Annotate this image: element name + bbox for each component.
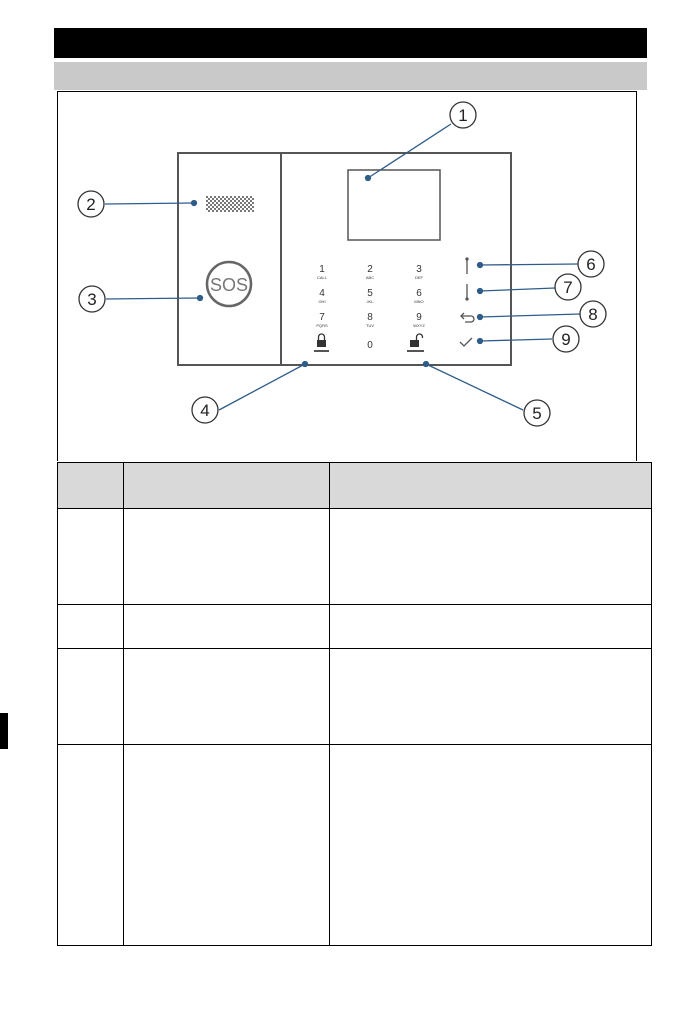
key-letters: MNO xyxy=(414,299,424,304)
key-digit: 5 xyxy=(367,288,373,299)
device-figure xyxy=(57,91,637,461)
leader-dot-4 xyxy=(303,362,308,367)
leader-dot-9 xyxy=(478,339,483,344)
callout-number: 5 xyxy=(532,404,542,423)
table-cell xyxy=(58,745,124,946)
leader-dot-8 xyxy=(478,315,483,320)
table-cell xyxy=(58,509,124,605)
callout-number: 1 xyxy=(458,106,468,125)
sos-label: SOS xyxy=(209,275,249,295)
key-letters: PQRS xyxy=(316,323,328,328)
key-digit: 4 xyxy=(319,288,325,299)
key-digit: 2 xyxy=(367,264,373,275)
leader-dot-7 xyxy=(478,289,483,294)
callout-number: 4 xyxy=(200,401,210,420)
leader-dot-2 xyxy=(192,201,197,206)
header-cell-description xyxy=(330,463,652,509)
leader-dot-5 xyxy=(424,362,429,367)
table-header-row xyxy=(58,463,652,509)
panel-outline xyxy=(178,153,511,365)
key-letters: DEF xyxy=(415,275,423,280)
leader-line-5 xyxy=(426,364,523,410)
table-cell xyxy=(124,605,330,649)
table-cell xyxy=(330,605,652,649)
key-digit: 9 xyxy=(416,312,422,323)
header-cell-number xyxy=(58,463,124,509)
table-row xyxy=(58,745,652,946)
leader-line-4 xyxy=(219,364,305,410)
table-cell xyxy=(124,745,330,946)
table-cell xyxy=(330,745,652,946)
leader-dot-1 xyxy=(366,176,371,181)
callout-number: 8 xyxy=(588,305,598,324)
page-side-tab xyxy=(0,713,8,749)
table-row xyxy=(58,509,652,605)
table-row xyxy=(58,649,652,745)
section-gray-bar xyxy=(54,62,647,90)
table-cell xyxy=(330,649,652,745)
table-cell xyxy=(58,605,124,649)
key-letters: ABC xyxy=(365,275,375,280)
description-table xyxy=(57,462,652,946)
key-letters: JKL xyxy=(366,299,374,304)
device-diagram xyxy=(58,92,638,462)
header-cell-name xyxy=(124,463,330,509)
callout-number: 7 xyxy=(563,278,573,297)
key-digit: 0 xyxy=(367,340,373,351)
callout-number: 9 xyxy=(561,330,571,349)
key-digit: 1 xyxy=(319,264,325,275)
table-cell xyxy=(124,509,330,605)
table-row xyxy=(58,605,652,649)
speaker-grille xyxy=(206,196,254,212)
table-cell xyxy=(124,649,330,745)
key-letters: WXYZ xyxy=(413,323,425,328)
header-black-bar xyxy=(54,28,647,58)
callout-number: 3 xyxy=(87,290,97,309)
table-cell xyxy=(58,649,124,745)
key-digit: 7 xyxy=(319,312,325,323)
callout-number: 6 xyxy=(586,255,596,274)
key-digit: 3 xyxy=(416,264,422,275)
key-letters: TUV xyxy=(366,323,374,328)
key-digit: 8 xyxy=(367,312,373,323)
leader-dot-3 xyxy=(198,296,203,301)
leader-dot-6 xyxy=(478,263,483,268)
callout-number: 2 xyxy=(86,195,96,214)
lcd-screen xyxy=(348,170,440,240)
table-cell xyxy=(330,509,652,605)
key-letters: GHI xyxy=(318,299,326,304)
key-letters: CALL xyxy=(316,275,328,280)
key-digit: 6 xyxy=(416,288,422,299)
